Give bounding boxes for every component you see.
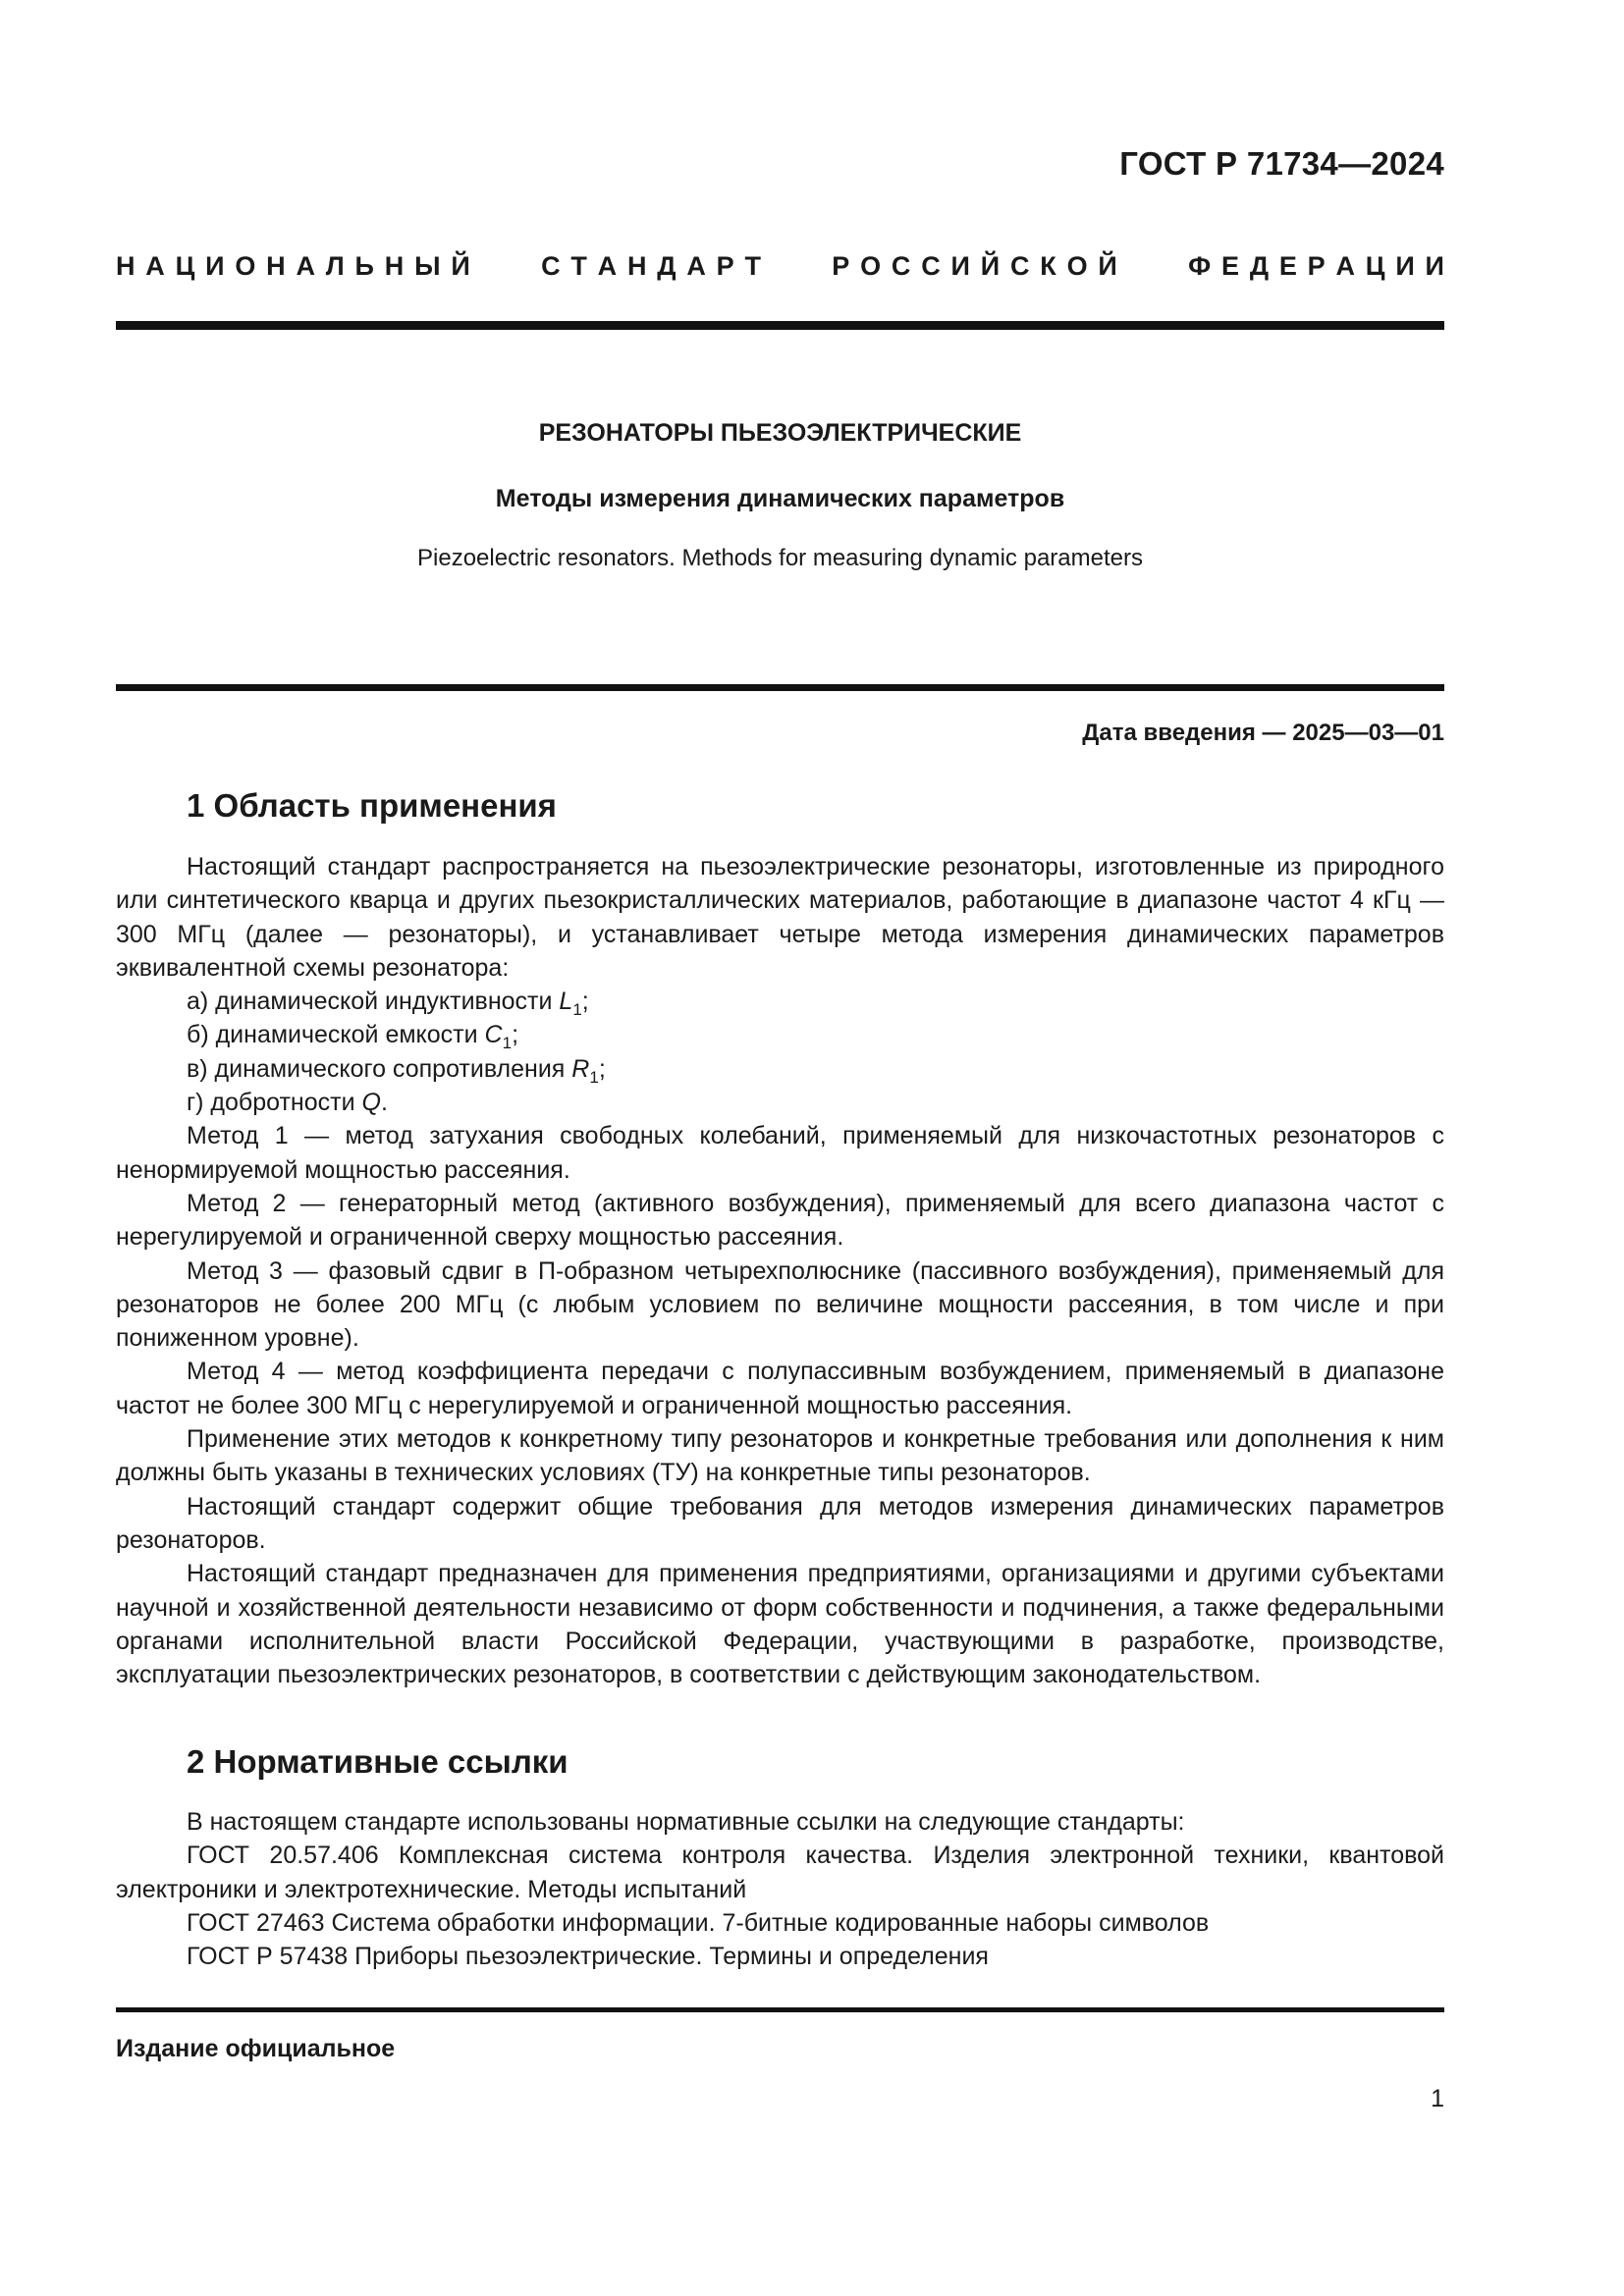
section-2-heading: 2 Нормативные ссылки xyxy=(187,1743,568,1780)
reference-item: ГОСТ Р 57438 Приборы пьезоэлектрические. Термины и определения xyxy=(187,1943,989,1971)
paragraph: Метод 4 — метод коэффициента передачи с полупассивным возбуждением, применяемый в диапазоне частот не более 300 МГц с нерегулируемой и ограниченной мощностью рассеяния. xyxy=(116,1358,1444,1419)
header-divider xyxy=(116,321,1444,330)
page-number: 1 xyxy=(1431,2085,1444,2112)
document-subtitle: Методы измерения динамических параметров xyxy=(495,485,1065,512)
reference-item: ГОСТ 20.57.406 Комплексная система контроля качества. Изделия электронной техники, квантовой электроники и электротехнические. Методы испытаний xyxy=(116,1842,1444,1903)
reference-item: ГОСТ 27463 Система обработки информации. 7-битные кодированные наборы символов xyxy=(187,1908,1210,1937)
banner-word: Н А Ц И О Н А Л Ь Н Ы Й xyxy=(116,251,470,281)
introduction-date: Дата введения — 2025—03—01 xyxy=(1082,720,1444,746)
banner-word: Р О С С И Й С К О Й xyxy=(832,251,1117,281)
section-1-body xyxy=(116,850,1444,1691)
paragraph: Метод 2 — генераторный метод (активного возбуждения), применяемый для всего диапазона частот с нерегулируемой и ограниченной сверху мощностью рассеяния. xyxy=(116,1189,1444,1252)
section-1-heading: 1 Область применения xyxy=(187,787,557,824)
national-standard-banner xyxy=(116,251,1444,282)
list-item: г) добротности Q. xyxy=(187,1089,388,1117)
paragraph: Настоящий стандарт содержит общие требования для методов измерения динамических параметров резонаторов. xyxy=(116,1492,1444,1554)
banner-word: Ф Е Д Е Р А Ц И И xyxy=(1188,251,1444,281)
paragraph: Метод 3 — фазовый сдвиг в П-образном четырехполюснике (пассивного возбуждения), применяемый для резонаторов не более 200 МГц (с любым условием по величине мощности рассеяния, в том числе и при пониженном уровне). xyxy=(116,1256,1444,1353)
list-item: а) динамической индуктивности $L_1$; xyxy=(187,988,589,1020)
document-title-english: Piezoelectric resonators. Methods for measuring dynamic parameters xyxy=(417,545,1143,571)
paragraph: Применение этих методов к конкретному типу резонаторов и конкретные требования или дополнения к ним должны быть указаны в технических условиях (ТУ) на конкретные типы резонаторов. xyxy=(116,1425,1444,1487)
paragraph: Настоящий стандарт предназначен для применения предприятиями, организациями и другими субъектами научной и хозяйственной деятельности независимо от форм собственности и подчинения, а также федеральными органами исполнительной власти Российской Федерации, участвующими в разработке, производстве, эксплуатации пьезоэлектрических резонаторов, в соответствии с действующим законодательством. xyxy=(116,1560,1444,1689)
official-edition-label: Издание официальное xyxy=(116,2035,396,2062)
paragraph: Метод 1 — метод затухания свободных колебаний, применяемый для низкочастотных резонаторов с ненормируемой мощностью рассеяния. xyxy=(116,1122,1444,1184)
gost-number: ГОСТ Р 71734—2024 xyxy=(1119,145,1444,182)
list-item: в) динамического сопротивления $R_1$; xyxy=(187,1054,606,1087)
banner-word: С Т А Н Д А Р Т xyxy=(541,251,761,281)
paragraph: В настоящем стандарте использованы нормативные ссылки на следующие стандарты: xyxy=(187,1808,1185,1836)
title-divider xyxy=(116,684,1444,691)
list-item: б) динамической емкости $C_1$; xyxy=(187,1021,519,1053)
section-2-body xyxy=(116,1805,1444,1973)
document-title: РЕЗОНАТОРЫ ПЬЕЗОЭЛЕКТРИЧЕСКИЕ xyxy=(538,419,1022,447)
paragraph: Настоящий стандарт распространяется на пьезоэлектрические резонаторы, изготовленные из природного или синтетического кварца и других пьезокристаллических материалов, работающие в диапазоне частот 4 кГц — 300 МГц (далее — резонаторы), и устанавливает четыре метода измерения динамических параметров эквивалентной схемы резонатора: xyxy=(116,853,1444,982)
footer-divider xyxy=(116,2007,1444,2012)
